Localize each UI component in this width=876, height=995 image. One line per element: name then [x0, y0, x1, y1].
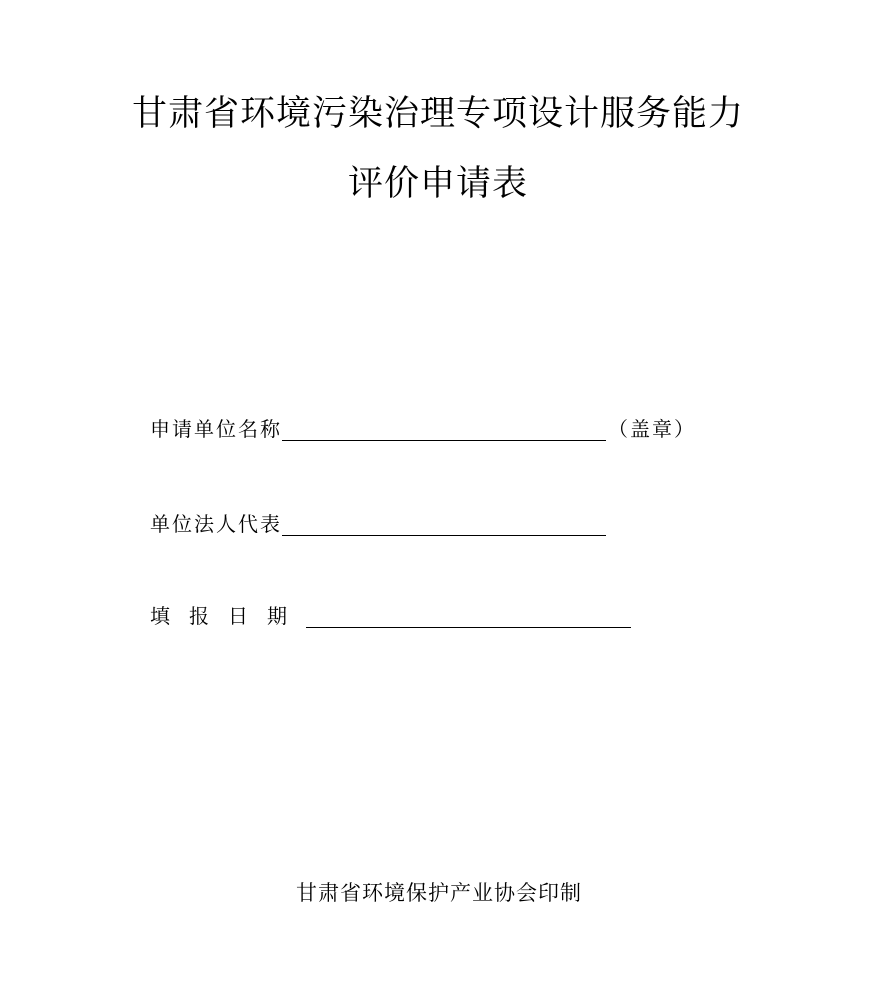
legal-representative-label: 单位法人代表 [150, 512, 282, 536]
fill-date-label: 填报日期 [150, 604, 306, 628]
legal-representative-field [150, 506, 606, 536]
document-title-line-2: 评价申请表 [347, 164, 528, 204]
applicant-unit-field [150, 411, 696, 441]
issuer-footer: 甘肃省环境保护产业协会印制 [296, 881, 582, 905]
fill-date-field [150, 598, 631, 628]
legal-representative-input-line[interactable] [282, 511, 606, 536]
applicant-unit-label: 申请单位名称 [150, 417, 282, 441]
document-title-line-1: 甘肃省环境污染治理专项设计服务能力 [131, 94, 744, 134]
applicant-unit-input-line[interactable] [282, 416, 606, 441]
seal-note: （盖章） [608, 417, 696, 441]
fill-date-input-line[interactable] [306, 603, 631, 628]
